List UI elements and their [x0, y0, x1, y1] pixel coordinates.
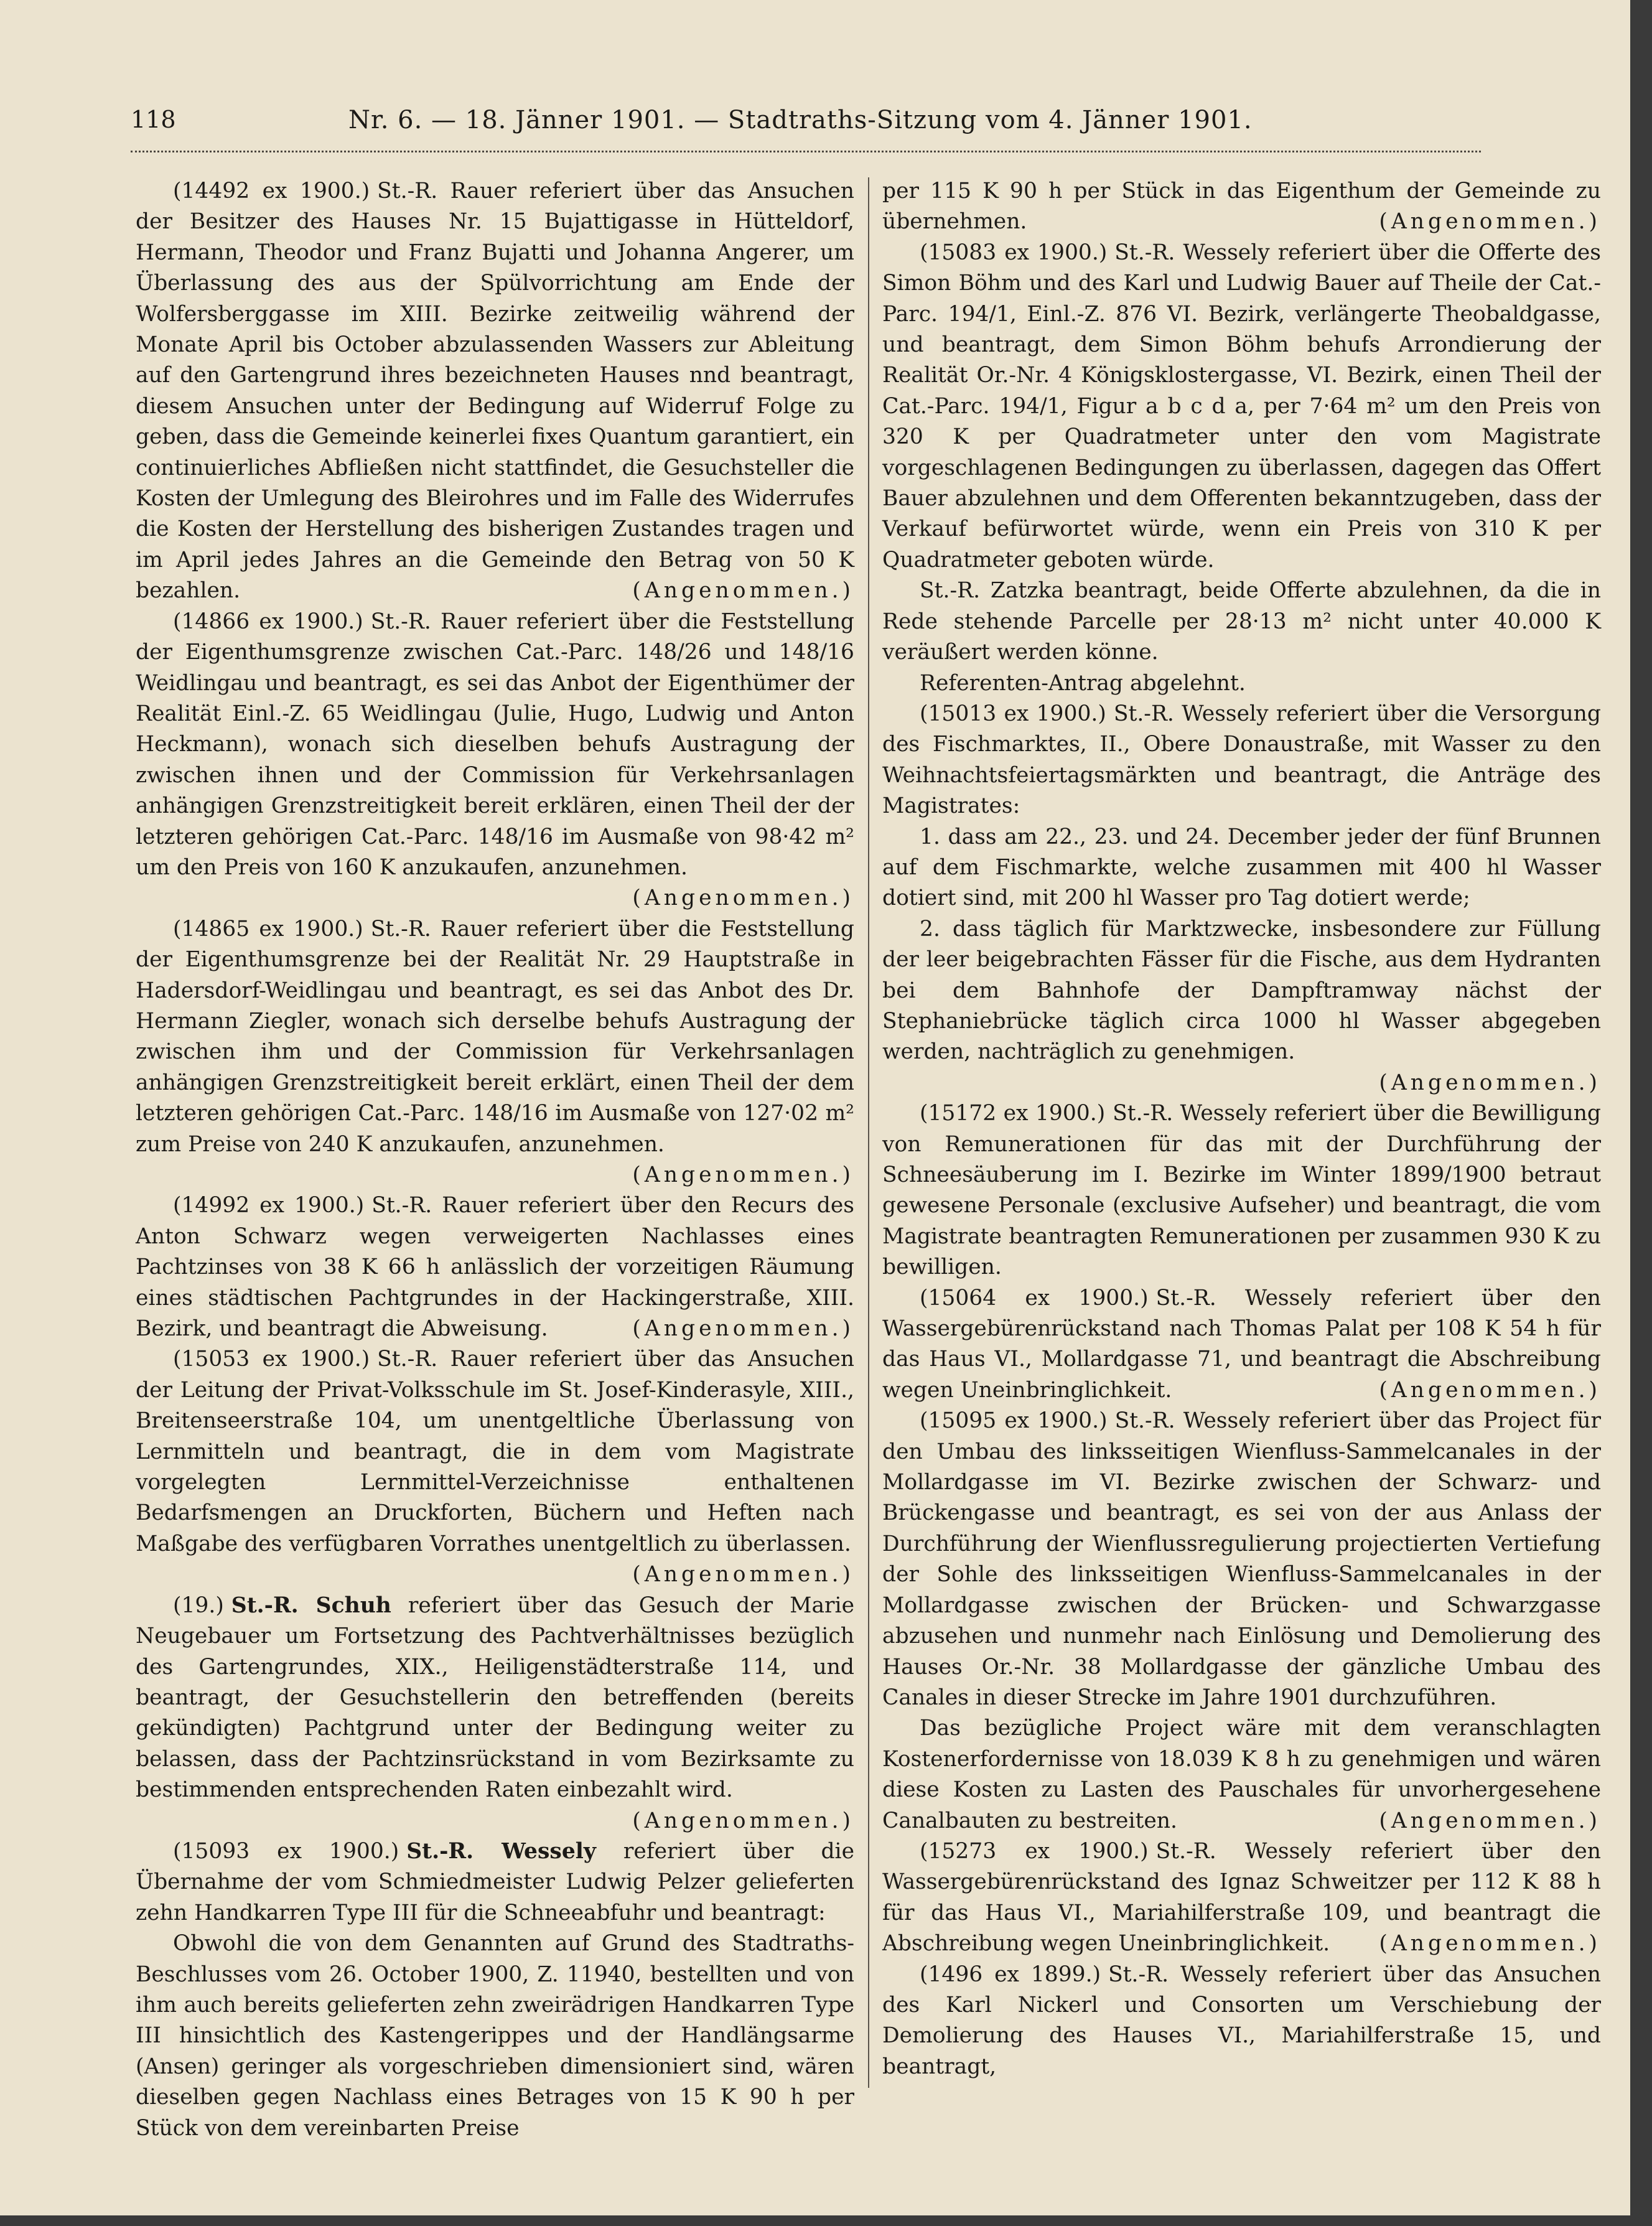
paragraph-text: St.-R. Rauer referiert über den Recurs des Anton Schwarz wegen verweigerten Nachlasses eines Pachtzinses von 38 K 66 h anlässlich der vorzeitigen Räumung eines städtischen Pachtgrundes in der Hackingerstraße, XIII. Bezirk, und beantragt die Abweisung.: [136, 1193, 854, 1342]
header-rule: [131, 144, 1481, 152]
paragraph-text: St.-R. Rauer referiert über die Feststellung der Eigenthumsgrenze bei der Realität Nr. 29 Hauptstraße in Hadersdorf-Weidlingau und beantragt, es sei das Anbot des Dr. Hermann Ziegler, wonach sich derselbe behufs Austragung der zwischen ihm und der Commission für Verkehrsanlagen anhängigen Grenzstreitigkeit bereit erklärt, einen Theil der dem letzteren gehörigen Cat.-Parc. 148/16 im Ausmaße von 127·02 m² zum Preise von 240 K anzukaufen, anzunehmen.: [136, 916, 854, 1157]
paragraph-text: St.-R. Zatzka beantragt, beide Offerte abzulehnen, da die in Rede stehende Parcelle per 28·13 m² nicht unter 40.000 K veräußert werden könne.: [882, 578, 1601, 665]
paragraph-15013: [882, 699, 1601, 822]
accepted-mark: (Angenommen.): [632, 886, 854, 911]
reference-number: (15013 ex 1900.): [920, 701, 1106, 726]
reference-number: (14866 ex 1900.): [173, 609, 363, 634]
accepted-mark: (Angenommen.): [1379, 209, 1601, 235]
paragraph-15053: [136, 1344, 854, 1588]
paragraph-15083: [882, 238, 1601, 576]
paragraph-15093: [136, 1836, 854, 1929]
paragraph-19: [136, 1591, 854, 1806]
paragraph-zatzka: [882, 576, 1601, 668]
accepted-mark: (Angenommen.): [632, 578, 854, 604]
accepted-mark: (Angenommen.): [1379, 1808, 1601, 1833]
accepted-mark: (Angenommen.): [1379, 1070, 1601, 1095]
paragraph-15095: [882, 1406, 1601, 1713]
left-column: [136, 176, 854, 2144]
paragraph-text: per 115 K 90 h per Stück in das Eigenthum der Gemeinde zu übernehmen.: [882, 179, 1601, 235]
paragraph-text: St.-R. Wessely referiert über die Offerte des Simon Böhm und des Karl und Ludwig Bauer auf Theile der Cat.-Parc. 194/1, Einl.-Z. 876 VI. Bezirk, verlängerte Theobaldgasse, und beantragt, dem Simon Böhm behufs Arrondierung der Realität Or.-Nr. 4 Königsklostergasse, VI. Bezirk, einen Theil der Cat.-Parc. 194/1, Figur a b c d a, per 7·64 m² um den Preis von 320 K per Quadratmeter unter den vom Magistrate vorgeschlagenen Bedingungen zu überlassen, dagegen das Offert Bauer abzulehnen und dem Offerenten bekanntzugeben, dass der Verkauf befürwortet würde, wenn ein Preis von 310 K per Quadratmeter geboten würde.: [882, 240, 1601, 573]
page-header: [131, 106, 1481, 143]
paragraph-text: Obwohl die von dem Genannten auf Grund des Stadtraths-Beschlusses vom 26. October 1900, Z. 11940, bestellten und von ihm auch bereits gelieferten zehn zweirädrigen Handkarren Type III hinsichtlich des Kastengerippes und der Handlängsarme (Ansen) geringer als vorgeschrieben dimensioniert sind, wären dieselben gegen Nachlass eines Betrages von 15 K 90 h per Stück von dem vereinbarten Preise: [136, 1931, 854, 2141]
paragraph-text: St.-R. Wessely referiert über den Wassergebürenrückstand des Ignaz Schweitzer per 112 K 88 h für das Haus VI., Mariahilferstraße 109, und beantragt die Abschreibung wegen Uneinbringlichkeit.: [882, 1838, 1601, 1957]
accepted-mark: (Angenommen.): [632, 1162, 854, 1187]
paragraph-handkarren: [136, 1929, 854, 2144]
running-title: Nr. 6. — 18. Jänner 1901. — Stadtraths-Sitzung vom 4. Jänner 1901.: [348, 106, 1253, 134]
paragraph-14866: [136, 607, 854, 911]
accepted-mark: (Angenommen.): [1379, 1377, 1601, 1403]
reference-number: (14492 ex 1900.): [173, 179, 370, 203]
speaker-name: St.-R. Schuh: [231, 1592, 391, 1618]
paragraph-text: referiert über das Gesuch der Marie Neugebauer um Fortsetzung des Pachtverhältnisses bezüglich des Gartengrundes, XIX., Heiligenstädterstraße 114, und beantragt, der Gesuchstellerin den betreffenden (bereits gekündigten) Pachtgrund unter der Bedingung weiter zu belassen, dass der Pachtzinsrückstand in vom Bezirksamte zu bestimmenden entsprechenden Raten einbezahlt wird.: [136, 1592, 854, 1803]
accepted-mark: (Angenommen.): [632, 1562, 854, 1588]
list-item-1: [882, 822, 1601, 914]
reference-number: (15093 ex 1900.): [173, 1838, 399, 1864]
paragraph-text: St.-R. Wessely referiert über die Versorgung des Fischmarktes, II., Obere Donaustraße, mit Wasser zu den Weihnachtsfeiertagsmärkten und beantragt, die Anträge des Magistrates:: [882, 701, 1601, 819]
reference-number: (15053 ex 1900.): [173, 1347, 370, 1372]
paragraph-text: St.-R. Rauer referiert über das Ansuchen der Leitung der Privat-Volksschule im St. Josef-Kinderasyle, XIII., Breitenseerstraße 104, um unentgeltliche Überlassung von Lernmitteln und beantragt, die in dem vom Magistrate vorgelegten Lernmittel-Verzeichnisse enthaltenen Bedarfsmengen an Druckforten, Büchern und Heften nach Maßgabe des verfügbaren Vorrathes unentgeltlich zu überlassen.: [136, 1347, 854, 1556]
paragraph-text: St.-R. Wessely referiert über das Project für den Umbau des linksseitigen Wienfluss-Sammelcanales in der Mollardgasse im VI. Bezirke zwischen der Schwarz- und Brückengasse und beantragt, es sei von der aus Anlass der Durchführung der Wienflussregulierung projectierten Vertiefung der Sohle des linksseitigen Wienfluss-Sammelcanales in der Mollardgasse zwischen der Brücken- und Schwarzgasse abzusehen und nunmehr nach Einlösung und Demolierung des Hauses Or.-Nr. 38 Mollardgasse der gänzliche Umbau des Canales in dieser Strecke im Jahre 1901 durchzuführen.: [882, 1408, 1601, 1710]
paragraph-14492: [136, 176, 854, 607]
paragraph-text: St.-R. Wessely referiert über das Ansuchen des Karl Nickerl und Consorten um Verschiebung der Demolierung des Hauses VI., Mariahilferstraße 15, und beantragt,: [882, 1962, 1601, 2079]
paragraph-text: St.-R. Wessely referiert über den Wassergebürenrückstand nach Thomas Palat per 108 K 54 h für das Haus VI., Mollardgasse 71, und beantragt die Abschreibung wegen Uneinbringlichkeit.: [882, 1285, 1601, 1403]
right-column: [882, 176, 1601, 2082]
paragraph-text: St.-R. Wessely referiert über die Bewilligung von Remunerationen für das mit der Durchführung der Schneesäuberung im I. Bezirke im Winter 1899/1900 betraut gewesene Personale (exclusive Aufseher) und beantragt, die vom Magistrate beantragten Remunerationen per zusammen 930 K zu bewilligen.: [882, 1101, 1601, 1280]
accepted-mark: (Angenommen.): [1379, 1931, 1601, 1957]
paragraph-continuation: [882, 176, 1601, 238]
reference-number: (15172 ex 1900.): [920, 1101, 1106, 1126]
paragraph-1496: [882, 1960, 1601, 2083]
paragraph-14992: [136, 1190, 854, 1344]
paragraph-rejected: [882, 668, 1601, 699]
paragraph-15172: [882, 1098, 1601, 1283]
paragraph-text: 1. dass am 22., 23. und 24. December jeder der fünf Brunnen auf dem Fischmarkte, welche zusammen mit 400 hl Wasser dotiert sind, mit 200 hl Wasser pro Tag dotiert werde;: [882, 824, 1601, 911]
accepted-mark: (Angenommen.): [632, 1808, 854, 1833]
list-item-2: [882, 914, 1601, 1068]
accepted-mark: (Angenommen.): [632, 1316, 854, 1342]
reference-number: (19.): [173, 1592, 224, 1618]
paragraph-project-costs: [882, 1713, 1601, 1836]
paragraph-text: St.-R. Rauer referiert über die Feststellung der Eigenthumsgrenze zwischen Cat.-Parc. 148/26 und 148/16 Weidlingau und beantragt, es sei das Anbot der Eigenthümer der Realität Einl.-Z. 65 Weidlingau (Julie, Hugo, Ludwig und Anton Heckmann), wonach sich dieselben behufs Austragung der zwischen ihnen und der Commission für Verkehrsanlagen anhängigen Grenzstreitigkeit bereit erklären, einen Theil der der letzteren gehörigen Cat.-Parc. 148/16 im Ausmaße von 98·42 m² um den Preis von 160 K anzukaufen, anzunehmen.: [136, 609, 854, 880]
paragraph-text: Das bezügliche Project wäre mit dem veranschlagten Kostenerfordernisse von 18.039 K 8 h zu genehmigen und wären diese Kosten zu Lasten des Pauschales für unvorhergesehene Canalbauten zu bestreiten.: [882, 1716, 1601, 1833]
paragraph-text: 2. dass täglich für Marktzwecke, insbesondere zur Füllung der leer beigebrachten Fässer für die Fische, aus dem Hydranten bei dem Bahnhofe der Dampftramway nächst der Stephaniebrücke täglich circa 1000 hl Wasser abgegeben werden, nachträglich zu genehmigen.: [882, 916, 1601, 1065]
reference-number: (14992 ex 1900.): [173, 1193, 365, 1218]
paragraph-text: referiert über die Übernahme der vom Schmiedmeister Ludwig Pelzer gelieferten zehn Handkarren Type III für die Schneeabfuhr und beantragt:: [136, 1838, 854, 1925]
reference-number: (1496 ex 1899.): [920, 1962, 1101, 1987]
reference-number: (15273 ex 1900.): [920, 1838, 1149, 1864]
page-number: 118: [131, 106, 176, 133]
reference-number: (15064 ex 1900.): [920, 1285, 1149, 1311]
column-rule: [868, 177, 869, 2088]
paragraph-text: St.-R. Rauer referiert über das Ansuchen der Besitzer des Hauses Nr. 15 Bujattigasse in Hütteldorf, Hermann, Theodor und Franz Bujatti und Johanna Angerer, um Überlassung des aus der Spülvorrichtung am Ende der Wolfersberggasse im XIII. Bezirke zeitweilig während der Monate April bis October abzulassenden Wassers zur Ableitung auf den Gartengrund ihres bezeichneten Hauses nnd beantragt, diesem Ansuchen unter der Bedingung auf Widerruf Folge zu geben, dass die Gemeinde keinerlei fixes Quantum garantiert, ein continuierliches Abfließen nicht stattfindet, die Gesuchsteller die Kosten der Umlegung des Bleirohres und im Falle des Widerrufes die Kosten der Herstellung des bisherigen Zustandes tragen und im April jedes Jahres an die Gemeinde den Betrag von 50 K bezahlen.: [136, 179, 854, 604]
paragraph-15064: [882, 1283, 1601, 1406]
paragraph-14865: [136, 914, 854, 1187]
paragraph-text: Referenten-Antrag abgelehnt.: [920, 670, 1246, 696]
speaker-name: St.-R. Wessely: [406, 1838, 596, 1864]
reference-number: (14865 ex 1900.): [173, 916, 363, 942]
paragraph-15273: [882, 1836, 1601, 1960]
reference-number: (15095 ex 1900.): [920, 1408, 1108, 1434]
reference-number: (15083 ex 1900.): [920, 240, 1108, 265]
